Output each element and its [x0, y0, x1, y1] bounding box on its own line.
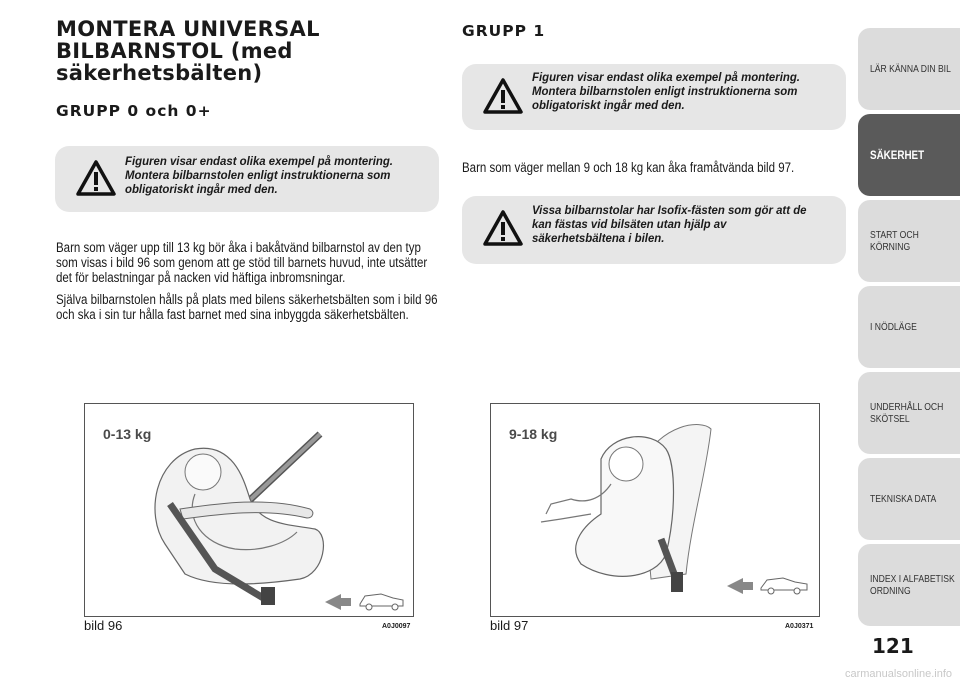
figure-97 — [490, 403, 820, 617]
tab-label: START OCH KÖRNING — [870, 229, 919, 253]
warning-text: Figuren visar endast olika exempel på montering. Montera bilbarnstolen enligt instruktionerna som obligatoriskt ingår med den. — [125, 154, 393, 196]
figure-code: A0J0097 — [382, 623, 411, 630]
tab-i-nodlage[interactable] — [858, 286, 960, 368]
child-seat-illustration — [491, 404, 819, 616]
section-heading-group-0: GRUPP 0 och 0+ — [56, 102, 212, 120]
warning-icon — [75, 159, 117, 197]
figure-weight-label: 9-18 kg — [509, 426, 558, 442]
tab-start-och-korning[interactable] — [858, 200, 960, 282]
tab-label: TEKNISKA DATA — [870, 493, 937, 505]
warning-icon — [482, 209, 524, 247]
warning-box — [462, 196, 846, 264]
warning-icon — [482, 77, 524, 115]
tab-tekniska-data[interactable] — [858, 458, 960, 540]
body-text — [56, 240, 438, 329]
paragraph: Barn som väger upp till 13 kg bör åka i bakåtvänd bilbarnstol av den typ som visas i bild 96 som genom att ge stöd till barnets huvud, inte utsätter det för belastningar på nacken vid häftiga inbromsningar. — [56, 240, 428, 285]
tab-label: SÄKERHET — [870, 148, 925, 162]
paragraph: Barn som väger mellan 9 och 18 kg kan åka framåtvända bild 97. — [462, 160, 795, 175]
tab-sakerhet[interactable] — [858, 114, 960, 196]
figure-96 — [84, 403, 414, 617]
tab-index[interactable] — [858, 544, 960, 626]
tab-label: LÄR KÄNNA DIN BIL — [870, 63, 951, 75]
tab-label: INDEX I ALFABETISK ORDNING — [870, 573, 955, 597]
figure-caption: bild 96 — [84, 618, 123, 633]
warning-box — [462, 64, 846, 130]
tab-lar-kanna-din-bil[interactable] — [858, 28, 960, 110]
warning-box — [55, 146, 439, 212]
tab-label: I NÖDLÄGE — [870, 321, 917, 333]
paragraph: Själva bilbarnstolen hålls på plats med bilens säkerhetsbälten som i bild 96 och ska i sin tur hålla fast barnet med sina inbyggda säkerhetsbälten. — [56, 292, 438, 322]
tab-underhall-och-skotsel[interactable] — [858, 372, 960, 454]
body-text — [462, 160, 844, 182]
warning-text: Vissa bilbarnstolar har Isofix-fästen som gör att de kan fästas vid bilsäten utan hjälp av säkerhetsbältena i bilen. — [532, 203, 807, 245]
tab-label: UNDERHÅLL OCH SKÖTSEL — [870, 401, 944, 425]
watermark: carmanualsonline.info — [844, 668, 952, 680]
figure-code: A0J0371 — [785, 623, 814, 630]
section-heading-group-1: GRUPP 1 — [462, 22, 546, 40]
figure-weight-label: 0-13 kg — [103, 426, 152, 442]
page-number: 121 — [872, 634, 914, 658]
infant-seat-illustration — [85, 404, 413, 616]
warning-text: Figuren visar endast olika exempel på montering. Montera bilbarnstolen enligt instruktionerna som obligatoriskt ingår med den. — [532, 70, 800, 112]
figure-caption: bild 97 — [490, 618, 529, 633]
page-title: MONTERA UNIVERSAL BILBARNSTOL (med säkerhetsbälten) — [56, 17, 320, 85]
